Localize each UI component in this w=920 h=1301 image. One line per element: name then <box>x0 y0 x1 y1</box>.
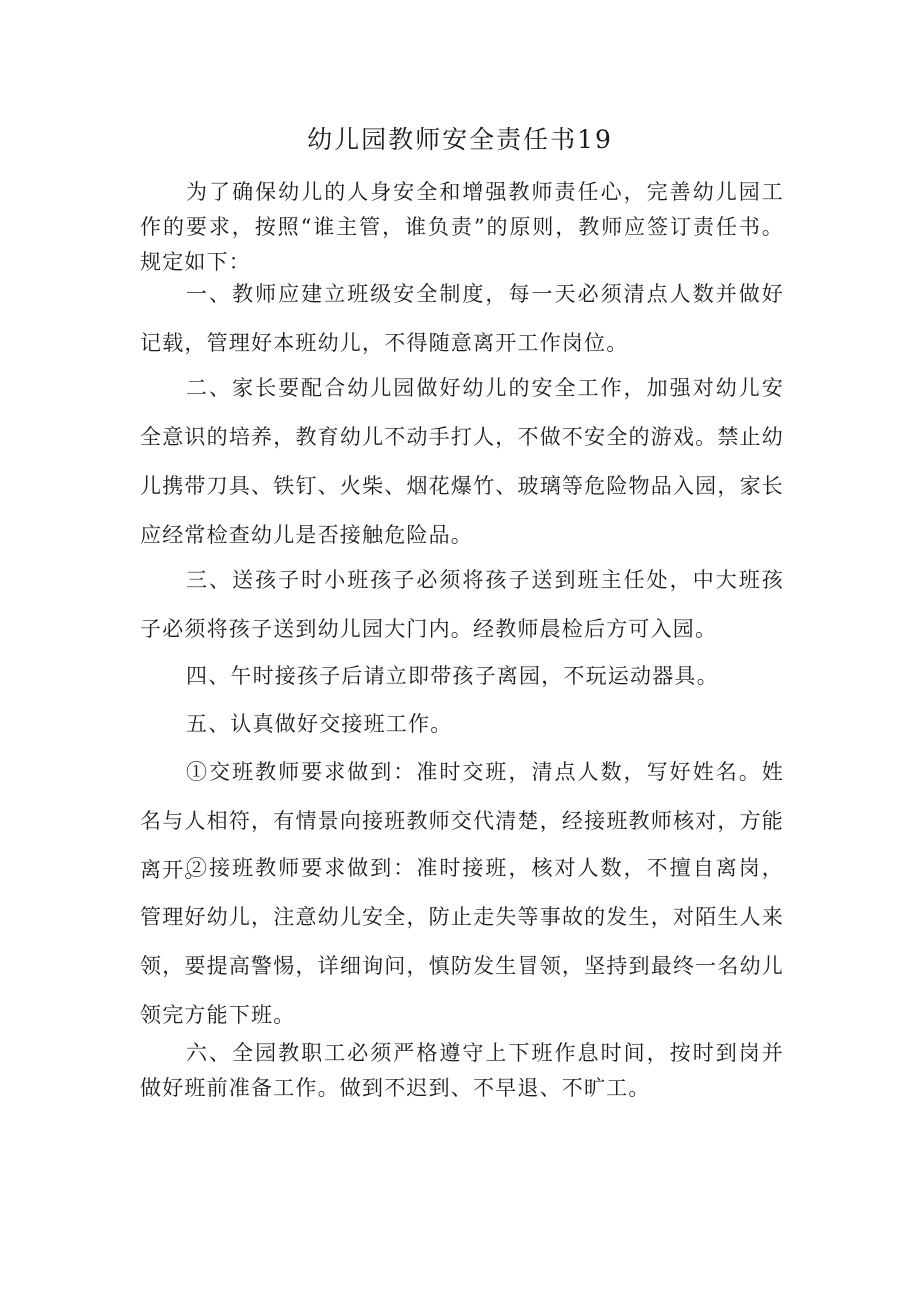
document-title: 幼儿园教师安全责任书19 <box>307 125 613 154</box>
clause-6-paragraph: 六、全园教职工必须严格遵守上下班作息时间，按时到岗并做好班前准备工作。做到不迟到、不早退、不旷工。 <box>140 1041 784 1100</box>
clause-5-item-2-paragraph: ②接班教师要求做到：准时接班，核对人数，不擅自离岗，管理好幼儿，注意幼儿安全，防止走失等事故的发生，对陌生人来领，要提高警惕，详细询问，慎防发生冒领，坚持到最终一名幼儿领完方能下班。 <box>140 856 784 1027</box>
clause-4-paragraph: 四、午时接孩子后请立即带孩子离园，不玩运动器具。 <box>186 664 719 688</box>
clause-1-paragraph: 一、教师应建立班级安全制度，每一天必须清点人数并做好记载，管理好本班幼儿，不得随意离开工作岗位。 <box>140 282 784 355</box>
clause-5-paragraph: 五、认真做好交接班工作。 <box>186 712 453 736</box>
intro-paragraph: 为了确保幼儿的人身安全和增强教师责任心，完善幼儿园工作的要求，按照“谁主管，谁负责”的原则，教师应签订责任书。规定如下： <box>140 180 784 274</box>
clause-5-item-1-paragraph: ①交班教师要求做到：准时交班，清点人数，写好姓名。姓名与人相符，有情景向接班教师交代清楚，经接班教师核对，方能离开。 <box>140 760 784 882</box>
clause-3-paragraph: 三、送孩子时小班孩子必须将孩子送到班主任处，中大班孩子必须将孩子送到幼儿园大门内。经教师晨检后方可入园。 <box>140 568 784 641</box>
clause-2-paragraph: 二、家长要配合幼儿园做好幼儿的安全工作，加强对幼儿安全意识的培养，教育幼儿不动手打人，不做不安全的游戏。禁止幼儿携带刀具、铁钉、火柴、烟花爆竹、玻璃等危险物品入园，家长应经常检查幼儿是否接触危险品。 <box>140 376 784 547</box>
